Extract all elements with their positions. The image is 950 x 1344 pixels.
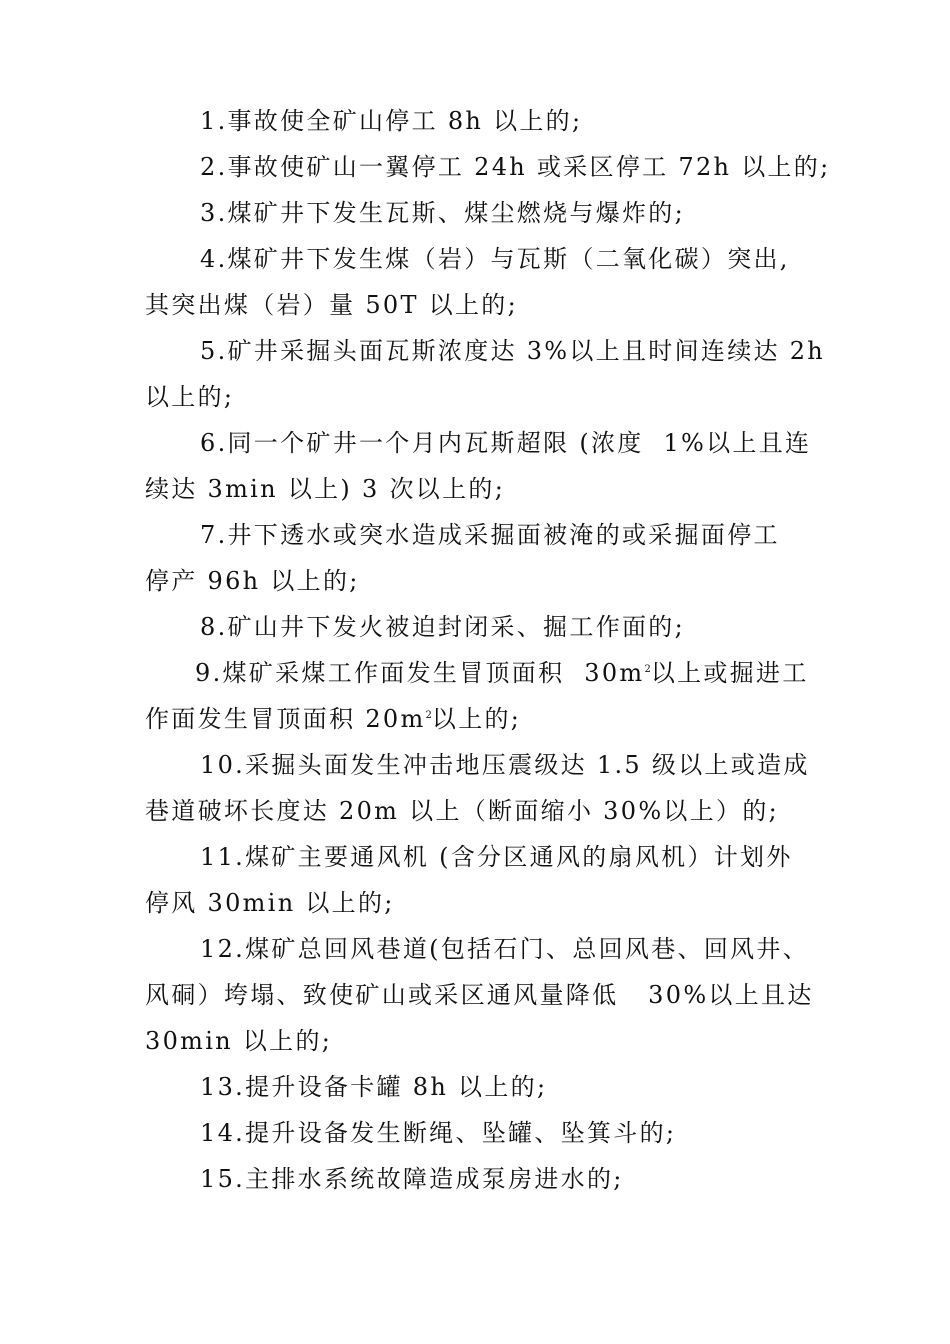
item-1-line-1: 1.事故使全矿山停工 8h 以上的; bbox=[200, 107, 583, 135]
item-9-sup-1: 2 bbox=[644, 664, 651, 675]
item-4-line-1: 4.煤矿井下发生煤（岩）与瓦斯（二氧化碳）突出, bbox=[200, 245, 790, 273]
item-5-line-1: 5.矿井采掘头面瓦斯浓度达 3%以上且时间连续达 2h bbox=[200, 337, 826, 365]
item-9-sup-2: 2 bbox=[425, 710, 432, 721]
item-9-line-1-text: 9.煤矿采煤工作面发生冒顶面积 30m bbox=[195, 659, 645, 687]
item-9-line-1-tail: 以上或掘进工 bbox=[650, 659, 809, 687]
item-11-line-2: 停风 30min 以上的; bbox=[145, 889, 395, 917]
item-3-line-1: 3.煤矿井下发生瓦斯、煤尘燃烧与爆炸的; bbox=[200, 199, 685, 227]
item-7-line-2: 停产 96h 以上的; bbox=[145, 567, 360, 595]
document-body bbox=[145, 98, 831, 1202]
item-12-line-3: 30min 以上的; bbox=[145, 1027, 333, 1055]
item-9-line-2 bbox=[145, 696, 817, 742]
item-9-line-2-tail: 以上的; bbox=[431, 705, 522, 733]
item-2-line-1: 2.事故使矿山一翼停工 24h 或采区停工 72h 以上的; bbox=[200, 153, 831, 181]
item-14-line-1: 14.提升设备发生断绳、坠罐、坠箕斗的; bbox=[200, 1119, 677, 1147]
item-4-line-2: 其突出煤（岩）量 50T 以上的; bbox=[145, 291, 518, 319]
item-10-line-2: 巷道破坏长度达 20m 以上（断面缩小 30%以上）的; bbox=[145, 797, 780, 825]
item-15-line-1: 15.主排水系统故障造成泵房进水的; bbox=[200, 1165, 624, 1193]
item-12-line-1: 12.煤矿总回风巷道(包括石门、总回风巷、回风井、 bbox=[200, 935, 810, 963]
item-11-line-1: 11.煤矿主要通风机 (含分区通风的扇风机）计划外 bbox=[200, 843, 793, 871]
item-13-line-1: 13.提升设备卡罐 8h 以上的; bbox=[200, 1073, 548, 1101]
item-5-line-2: 以上的; bbox=[145, 383, 235, 411]
item-7-line-1: 7.井下透水或突水造成采掘面被淹的或采掘面停工 bbox=[200, 521, 780, 549]
item-10-line-1: 10.采掘头面发生冲击地压震级达 1.5 级以上或造成 bbox=[200, 751, 810, 779]
item-6-line-2: 续达 3min 以上) 3 次以上的; bbox=[145, 475, 506, 503]
item-9-line-2-text: 作面发生冒顶面积 20m bbox=[145, 705, 426, 733]
item-8-line-1: 8.矿山井下发火被迫封闭采、掘工作面的; bbox=[200, 613, 685, 641]
item-6-line-1: 6.同一个矿井一个月内瓦斯超限 (浓度 1%以上且连 bbox=[200, 429, 812, 457]
item-9-line-1 bbox=[145, 650, 817, 696]
item-12-line-2: 风硐）垮塌、致使矿山或采区通风量降低 30%以上且达 bbox=[145, 981, 814, 1009]
